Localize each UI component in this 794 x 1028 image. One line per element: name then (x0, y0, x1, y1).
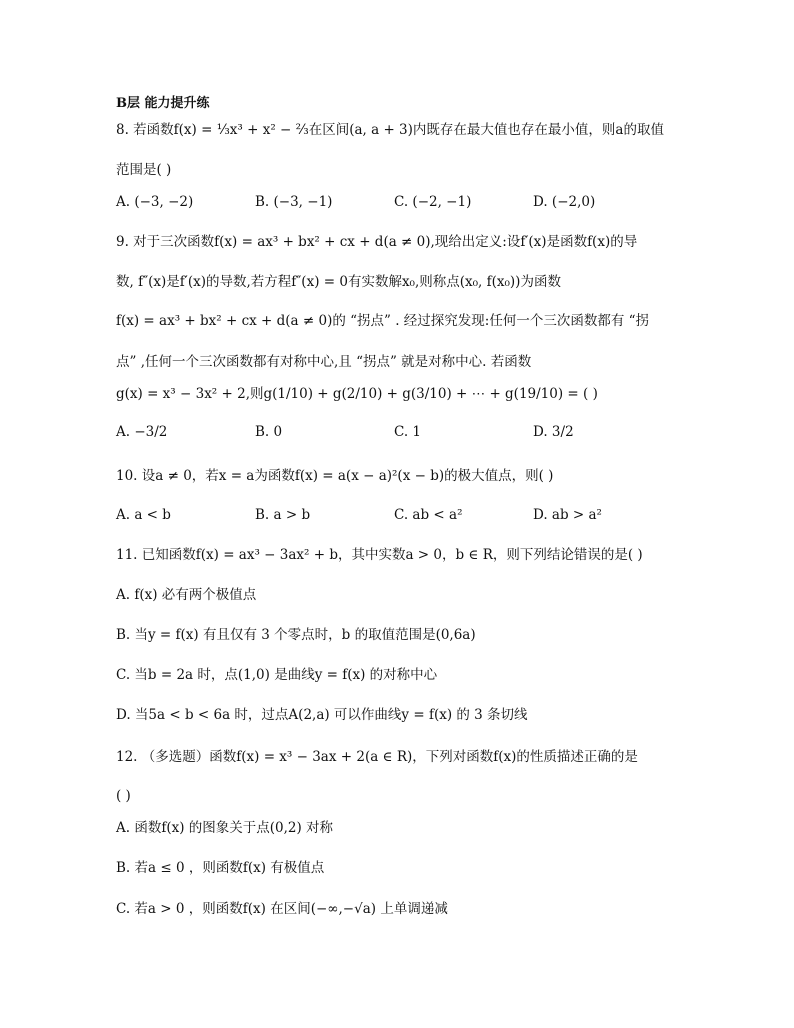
q8-option-a: A. (−3, −2) (116, 194, 194, 210)
q9-option-a: A. −3/2 (116, 424, 168, 440)
q10-option-d: D. ab > a² (533, 507, 602, 523)
q11-stem: 11. 已知函数f(x) = ax³ − 3ax² + b，其中实数a > 0，b ∈ R，则下列结论错误的是( ) (116, 547, 643, 563)
q9-option-d: D. 3/2 (533, 424, 574, 440)
q8-option-d: D. (−2,0) (533, 194, 596, 210)
q9-option-c: C. 1 (394, 424, 422, 440)
q12-option-c: C. 若a > 0 ，则函数f(x) 在区间(−∞,−√a) 上单调递减 (116, 901, 448, 917)
q12-option-b: B. 若a ≤ 0 ，则函数f(x) 有极值点 (116, 860, 325, 876)
q9-stem-cont: 点” ,任何一个三次函数都有对称中心,且 “拐点” 就是对称中心. 若函数 (116, 354, 532, 370)
q10-option-c: C. ab < a² (394, 507, 463, 523)
q8-stem-cont: 范围是( ) (116, 162, 172, 178)
q9-stem-cont: g(x) = x³ − 3x² + 2,则g(1/10) + g(2/10) + g(3/10) + ⋯ + g(19/10) = ( ) (116, 386, 598, 402)
q10-option-b: B. a > b (255, 507, 311, 523)
q12-stem-cont: ( ) (116, 788, 131, 804)
q9-stem-cont: 数, f″(x)是f′(x)的导数,若方程f″(x) = 0有实数解x₀,则称点(x₀, f(x₀))为函数 (116, 274, 561, 290)
q9-stem-cont: f(x) = ax³ + bx² + cx + d(a ≠ 0)的 “拐点” . 经过探究发现:任何一个三次函数都有 “拐 (116, 313, 650, 329)
q8-stem: 8. 若函数f(x) = ⅓x³ + x² − ⅔在区间(a, a + 3)内既存在最大值也存在最小值，则a的取值 (116, 122, 664, 138)
q12-option-a: A. 函数f(x) 的图象关于点(0,2) 对称 (116, 820, 334, 836)
q11-option-a: A. f(x) 必有两个极值点 (116, 587, 257, 603)
section-heading: B层 能力提升练 (116, 96, 210, 111)
q11-option-b: B. 当y = f(x) 有且仅有 3 个零点时，b 的取值范围是(0,6a) (116, 627, 476, 643)
q8-option-c: C. (−2, −1) (394, 194, 472, 210)
q9-stem: 9. 对于三次函数f(x) = ax³ + bx² + cx + d(a ≠ 0),现给出定义:设f′(x)是函数f(x)的导 (116, 234, 638, 250)
q10-option-a: A. a < b (116, 507, 171, 523)
q10-stem: 10. 设a ≠ 0，若x = a为函数f(x) = a(x − a)²(x − b)的极大值点，则( ) (116, 468, 554, 484)
q12-stem: 12. （多选题）函数f(x) = x³ − 3ax + 2(a ∈ R)，下列对函数f(x)的性质描述正确的是 (116, 749, 638, 765)
q11-option-d: D. 当5a < b < 6a 时，过点A(2,a) 可以作曲线y = f(x) 的 3 条切线 (116, 707, 528, 723)
q9-option-b: B. 0 (255, 424, 283, 440)
q8-option-b: B. (−3, −1) (255, 194, 333, 210)
q11-option-c: C. 当b = 2a 时，点(1,0) 是曲线y = f(x) 的对称中心 (116, 667, 438, 683)
